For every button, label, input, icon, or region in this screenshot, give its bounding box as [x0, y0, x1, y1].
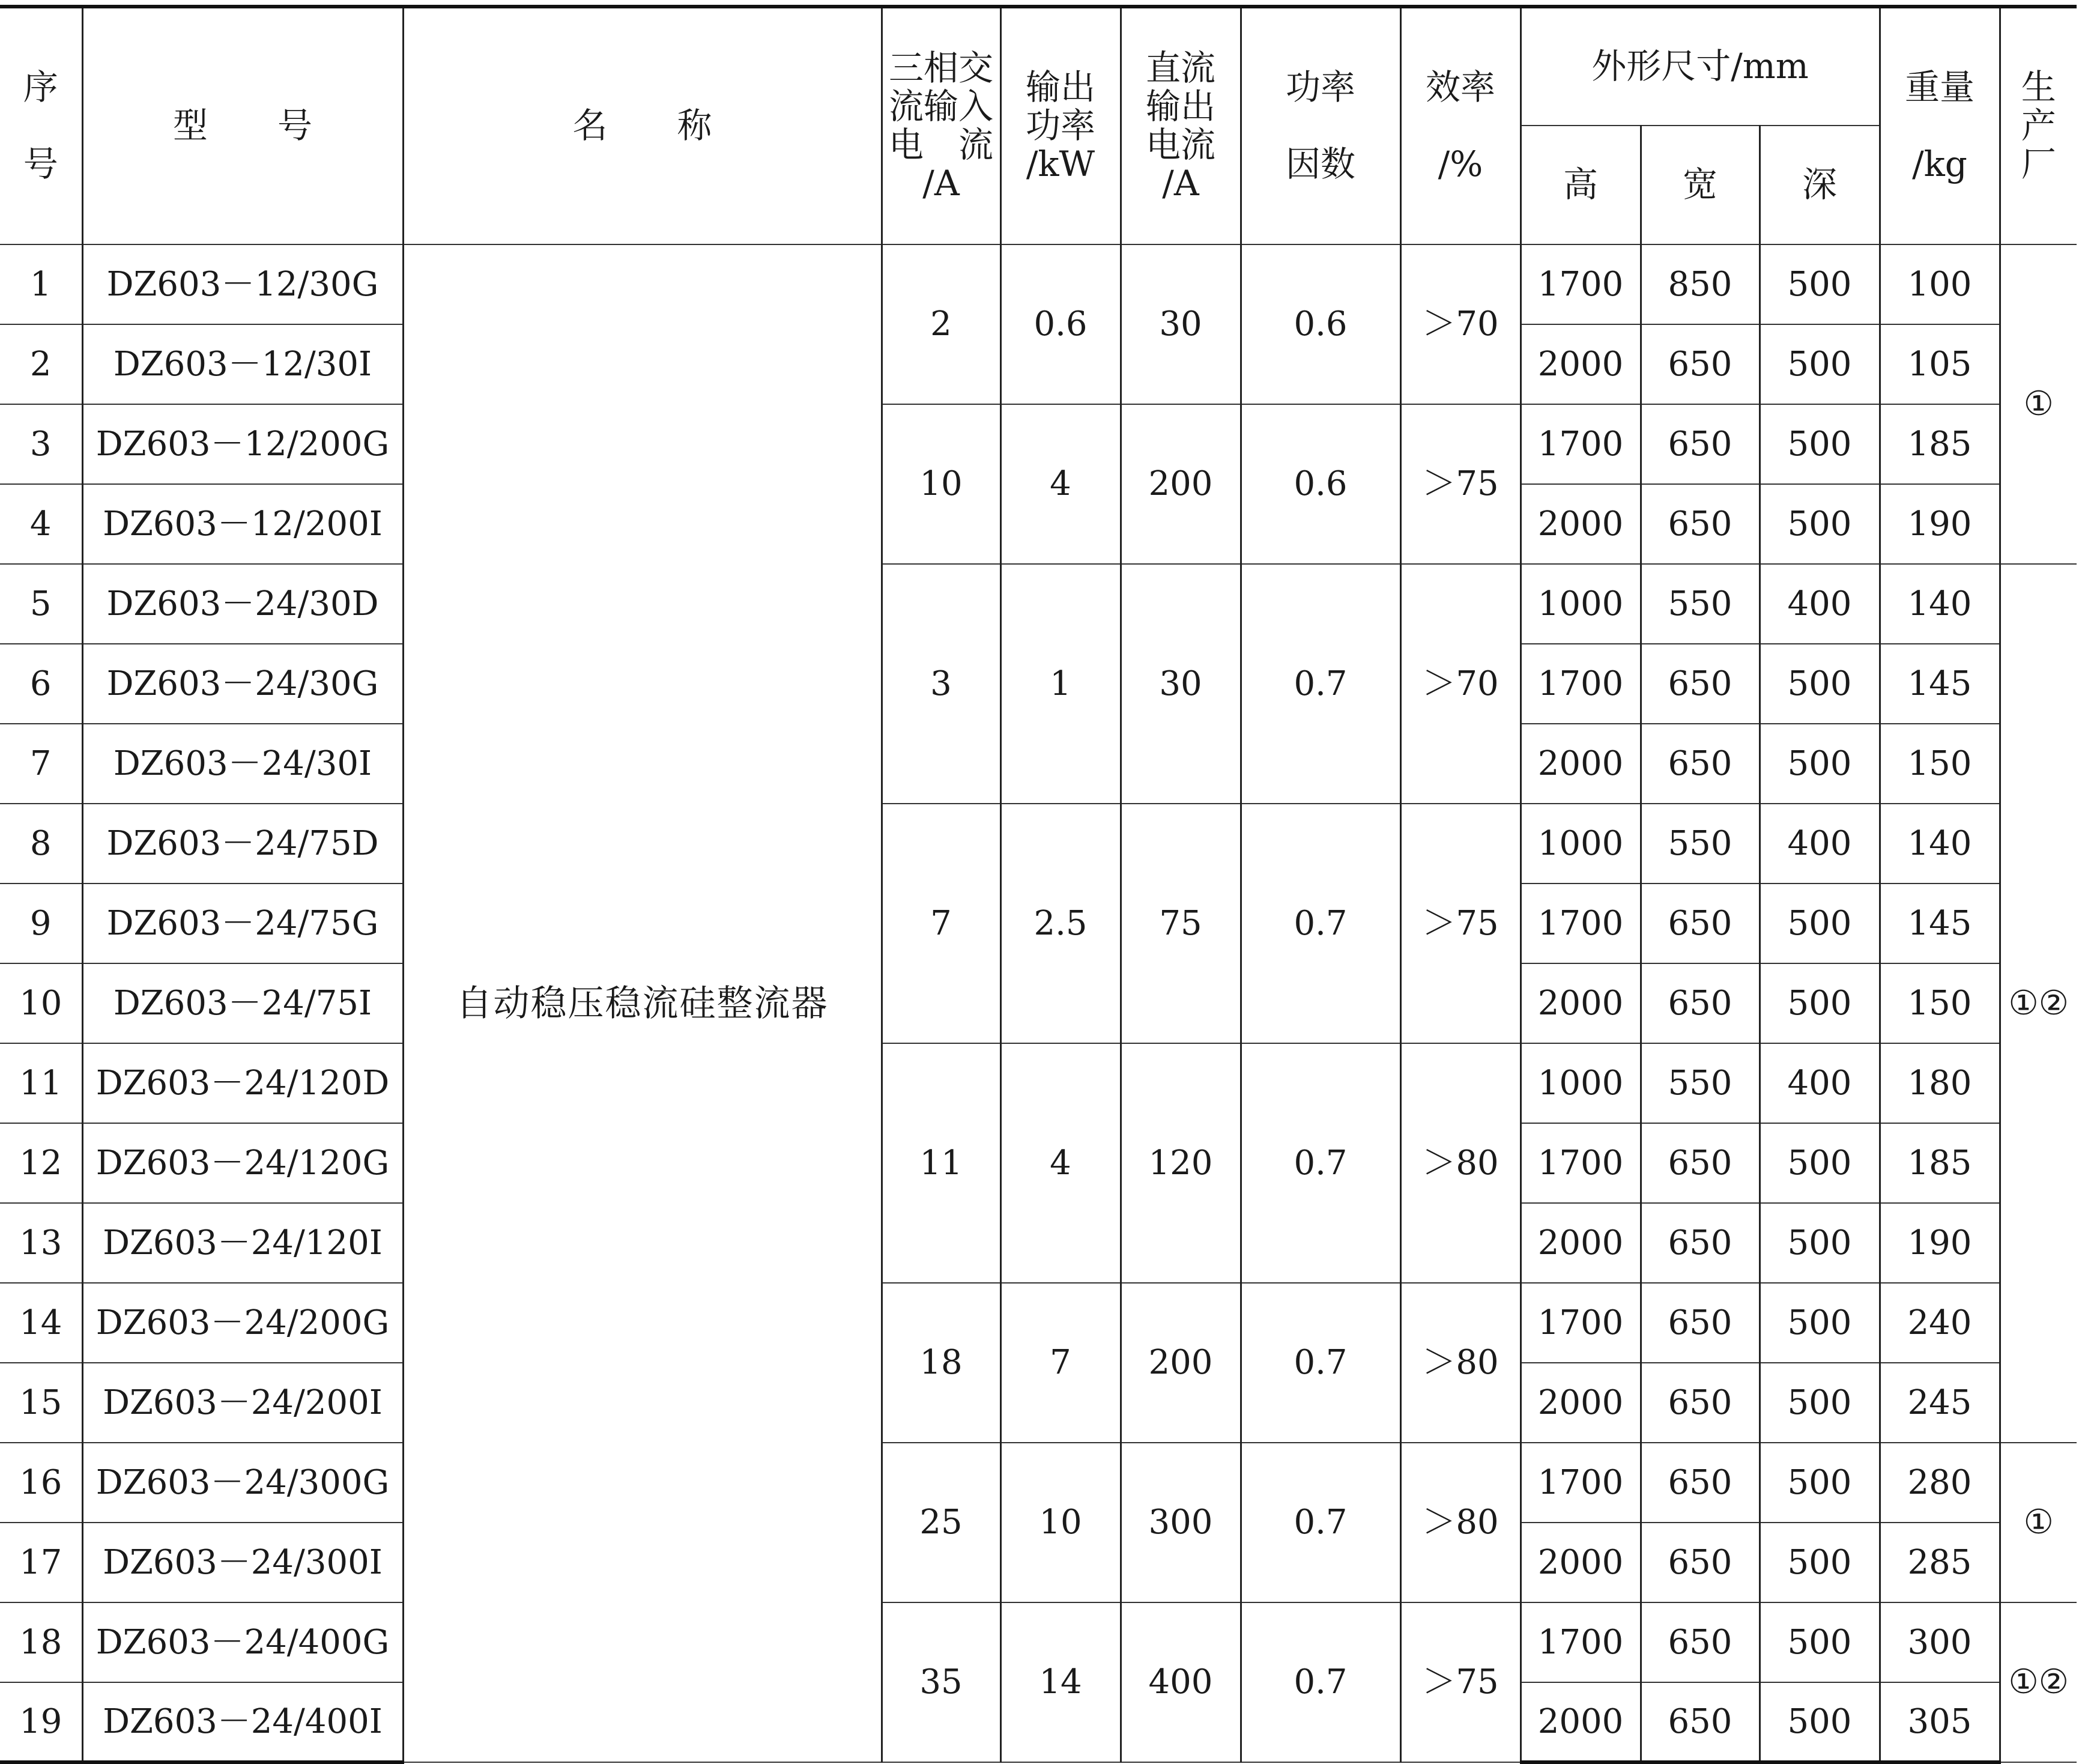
cell-depth: 500 [1760, 1203, 1880, 1283]
cell-height: 2000 [1521, 1363, 1641, 1443]
cell-efficiency: ＞70 [1400, 244, 1521, 404]
cell-width: 650 [1641, 484, 1760, 564]
cell-ac-current: 35 [882, 1602, 1000, 1762]
table-row [0, 244, 2077, 324]
table-row [0, 1043, 2077, 1123]
cell-seq: 1 [0, 244, 82, 324]
cell-model: DZ603－24/120I [82, 1203, 403, 1283]
cell-height: 2000 [1521, 724, 1641, 804]
header-dc-current: 直流 输出 电流 /A [1121, 7, 1241, 244]
cell-model: DZ603－24/75I [82, 963, 403, 1043]
cell-weight: 150 [1880, 724, 2000, 804]
cell-height: 2000 [1521, 963, 1641, 1043]
cell-ac-current: 10 [882, 404, 1000, 564]
cell-dc-current: 400 [1121, 1602, 1241, 1762]
cell-output-power: 7 [1000, 1283, 1121, 1443]
cell-dc-current: 200 [1121, 1283, 1241, 1443]
cell-ac-current: 7 [882, 804, 1000, 1043]
cell-weight: 245 [1880, 1363, 2000, 1443]
header-power-factor: 功率 因数 [1241, 7, 1400, 244]
cell-height: 1000 [1521, 804, 1641, 884]
cell-ac-current: 2 [882, 244, 1000, 404]
cell-power-factor: 0.7 [1241, 1602, 1400, 1762]
cell-efficiency: ＞75 [1400, 1602, 1521, 1762]
cell-ac-current: 3 [882, 564, 1000, 804]
cell-weight: 185 [1880, 404, 2000, 484]
cell-width: 550 [1641, 564, 1760, 644]
cell-depth: 500 [1760, 644, 1880, 724]
cell-weight: 300 [1880, 1602, 2000, 1682]
cell-seq: 5 [0, 564, 82, 644]
cell-model: DZ603－24/30I [82, 724, 403, 804]
spec-table [0, 5, 2077, 1764]
cell-seq: 8 [0, 804, 82, 884]
cell-seq: 13 [0, 1203, 82, 1283]
cell-efficiency: ＞80 [1400, 1043, 1521, 1283]
cell-depth: 500 [1760, 244, 1880, 324]
cell-width: 850 [1641, 244, 1760, 324]
cell-model: DZ603－24/75D [82, 804, 403, 884]
cell-depth: 500 [1760, 324, 1880, 404]
cell-efficiency: ＞75 [1400, 404, 1521, 564]
cell-weight: 185 [1880, 1123, 2000, 1203]
table-row [0, 804, 2077, 884]
cell-weight: 180 [1880, 1043, 2000, 1123]
cell-weight: 240 [1880, 1283, 2000, 1363]
cell-model: DZ603－24/200G [82, 1283, 403, 1363]
cell-height: 1700 [1521, 1602, 1641, 1682]
cell-width: 650 [1641, 1363, 1760, 1443]
cell-model: DZ603－12/30I [82, 324, 403, 404]
cell-manufacturer: ① [2000, 244, 2077, 564]
cell-ac-current: 18 [882, 1283, 1000, 1443]
cell-model: DZ603－24/120D [82, 1043, 403, 1123]
cell-dc-current: 120 [1121, 1043, 1241, 1283]
cell-power-factor: 0.7 [1241, 564, 1400, 804]
cell-width: 650 [1641, 963, 1760, 1043]
header-name: 名 称 [403, 7, 882, 244]
cell-model: DZ603－24/30G [82, 644, 403, 724]
cell-efficiency: ＞80 [1400, 1443, 1521, 1602]
cell-weight: 105 [1880, 324, 2000, 404]
cell-depth: 500 [1760, 1682, 1880, 1762]
table-row [0, 1283, 2077, 1363]
cell-weight: 285 [1880, 1523, 2000, 1602]
cell-weight: 150 [1880, 963, 2000, 1043]
cell-seq: 18 [0, 1602, 82, 1682]
cell-width: 650 [1641, 1523, 1760, 1602]
cell-height: 2000 [1521, 1523, 1641, 1602]
cell-height: 1700 [1521, 404, 1641, 484]
cell-weight: 145 [1880, 884, 2000, 963]
cell-seq: 10 [0, 963, 82, 1043]
cell-weight: 280 [1880, 1443, 2000, 1523]
cell-dc-current: 300 [1121, 1443, 1241, 1602]
cell-height: 1700 [1521, 644, 1641, 724]
cell-seq: 2 [0, 324, 82, 404]
cell-depth: 500 [1760, 884, 1880, 963]
cell-dc-current: 200 [1121, 404, 1241, 564]
cell-manufacturer: ①② [2000, 1602, 2077, 1762]
header-weight: 重量 /kg [1880, 7, 2000, 244]
cell-depth: 500 [1760, 1123, 1880, 1203]
cell-manufacturer: ①② [2000, 564, 2077, 1443]
cell-seq: 14 [0, 1283, 82, 1363]
header-model: 型 号 [82, 7, 403, 244]
cell-seq: 4 [0, 484, 82, 564]
cell-height: 1000 [1521, 564, 1641, 644]
cell-depth: 500 [1760, 1283, 1880, 1363]
cell-depth: 500 [1760, 724, 1880, 804]
header-output-power: 输出 功率 /kW [1000, 7, 1121, 244]
header-dimensions: 外形尺寸/mm [1521, 7, 1880, 126]
table-row [0, 1602, 2077, 1682]
cell-seq: 11 [0, 1043, 82, 1123]
cell-product-name: 自动稳压稳流硅整流器 [403, 244, 882, 1762]
cell-dc-current: 75 [1121, 804, 1241, 1043]
header-efficiency: 效率 /% [1400, 7, 1521, 244]
cell-height: 2000 [1521, 484, 1641, 564]
cell-depth: 400 [1760, 804, 1880, 884]
cell-height: 1700 [1521, 884, 1641, 963]
cell-width: 650 [1641, 324, 1760, 404]
cell-width: 650 [1641, 1283, 1760, 1363]
cell-power-factor: 0.7 [1241, 1283, 1400, 1443]
cell-power-factor: 0.7 [1241, 804, 1400, 1043]
cell-height: 2000 [1521, 1682, 1641, 1762]
cell-width: 650 [1641, 1203, 1760, 1283]
cell-weight: 305 [1880, 1682, 2000, 1762]
header-width: 宽 [1641, 126, 1760, 244]
cell-seq: 19 [0, 1682, 82, 1762]
cell-model: DZ603－24/400G [82, 1602, 403, 1682]
cell-depth: 500 [1760, 1602, 1880, 1682]
cell-output-power: 14 [1000, 1602, 1121, 1762]
cell-output-power: 1 [1000, 564, 1121, 804]
cell-depth: 500 [1760, 963, 1880, 1043]
cell-power-factor: 0.7 [1241, 1043, 1400, 1283]
cell-weight: 190 [1880, 1203, 2000, 1283]
cell-width: 650 [1641, 1123, 1760, 1203]
header-depth: 深 [1760, 126, 1880, 244]
cell-width: 650 [1641, 724, 1760, 804]
cell-ac-current: 25 [882, 1443, 1000, 1602]
cell-weight: 100 [1880, 244, 2000, 324]
cell-seq: 7 [0, 724, 82, 804]
cell-seq: 16 [0, 1443, 82, 1523]
cell-manufacturer: ① [2000, 1443, 2077, 1602]
cell-model: DZ603－24/400I [82, 1682, 403, 1762]
cell-width: 650 [1641, 1602, 1760, 1682]
cell-efficiency: ＞75 [1400, 804, 1521, 1043]
cell-dc-current: 30 [1121, 244, 1241, 404]
cell-weight: 140 [1880, 564, 2000, 644]
cell-height: 1000 [1521, 1043, 1641, 1123]
cell-output-power: 2.5 [1000, 804, 1121, 1043]
cell-width: 650 [1641, 644, 1760, 724]
cell-model: DZ603－24/30D [82, 564, 403, 644]
cell-height: 1700 [1521, 1283, 1641, 1363]
cell-width: 650 [1641, 1443, 1760, 1523]
cell-power-factor: 0.6 [1241, 404, 1400, 564]
cell-height: 2000 [1521, 1203, 1641, 1283]
cell-depth: 400 [1760, 564, 1880, 644]
cell-output-power: 10 [1000, 1443, 1121, 1602]
cell-dc-current: 30 [1121, 564, 1241, 804]
cell-weight: 190 [1880, 484, 2000, 564]
cell-depth: 500 [1760, 1363, 1880, 1443]
cell-height: 1700 [1521, 244, 1641, 324]
table-row [0, 1443, 2077, 1523]
header-manufacturer: 生 产 厂 [2000, 7, 2077, 244]
header-ac-current: 三相交 流输入 电 流 /A [882, 7, 1000, 244]
cell-width: 550 [1641, 804, 1760, 884]
cell-width: 550 [1641, 1043, 1760, 1123]
cell-model: DZ603－24/120G [82, 1123, 403, 1203]
cell-depth: 500 [1760, 484, 1880, 564]
cell-model: DZ603－24/300I [82, 1523, 403, 1602]
cell-output-power: 4 [1000, 404, 1121, 564]
cell-width: 650 [1641, 1682, 1760, 1762]
cell-seq: 17 [0, 1523, 82, 1602]
cell-width: 650 [1641, 404, 1760, 484]
cell-height: 1700 [1521, 1443, 1641, 1523]
cell-seq: 9 [0, 884, 82, 963]
cell-depth: 500 [1760, 1443, 1880, 1523]
table-row [0, 564, 2077, 644]
header-height: 高 [1521, 126, 1641, 244]
cell-seq: 6 [0, 644, 82, 724]
cell-seq: 12 [0, 1123, 82, 1203]
cell-height: 1700 [1521, 1123, 1641, 1203]
cell-model: DZ603－12/30G [82, 244, 403, 324]
cell-weight: 145 [1880, 644, 2000, 724]
cell-output-power: 4 [1000, 1043, 1121, 1283]
cell-seq: 15 [0, 1363, 82, 1443]
cell-height: 2000 [1521, 324, 1641, 404]
cell-depth: 500 [1760, 1523, 1880, 1602]
cell-model: DZ603－24/75G [82, 884, 403, 963]
cell-depth: 500 [1760, 404, 1880, 484]
cell-ac-current: 11 [882, 1043, 1000, 1283]
cell-model: DZ603－24/300G [82, 1443, 403, 1523]
cell-model: DZ603－24/200I [82, 1363, 403, 1443]
cell-seq: 3 [0, 404, 82, 484]
cell-output-power: 0.6 [1000, 244, 1121, 404]
cell-width: 650 [1641, 884, 1760, 963]
cell-efficiency: ＞80 [1400, 1283, 1521, 1443]
cell-efficiency: ＞70 [1400, 564, 1521, 804]
cell-model: DZ603－12/200G [82, 404, 403, 484]
cell-weight: 140 [1880, 804, 2000, 884]
header-seq: 序 号 [0, 7, 82, 244]
cell-model: DZ603－12/200I [82, 484, 403, 564]
cell-power-factor: 0.7 [1241, 1443, 1400, 1602]
header-row-1 [0, 7, 2077, 126]
cell-power-factor: 0.6 [1241, 244, 1400, 404]
cell-depth: 400 [1760, 1043, 1880, 1123]
table-row [0, 404, 2077, 484]
